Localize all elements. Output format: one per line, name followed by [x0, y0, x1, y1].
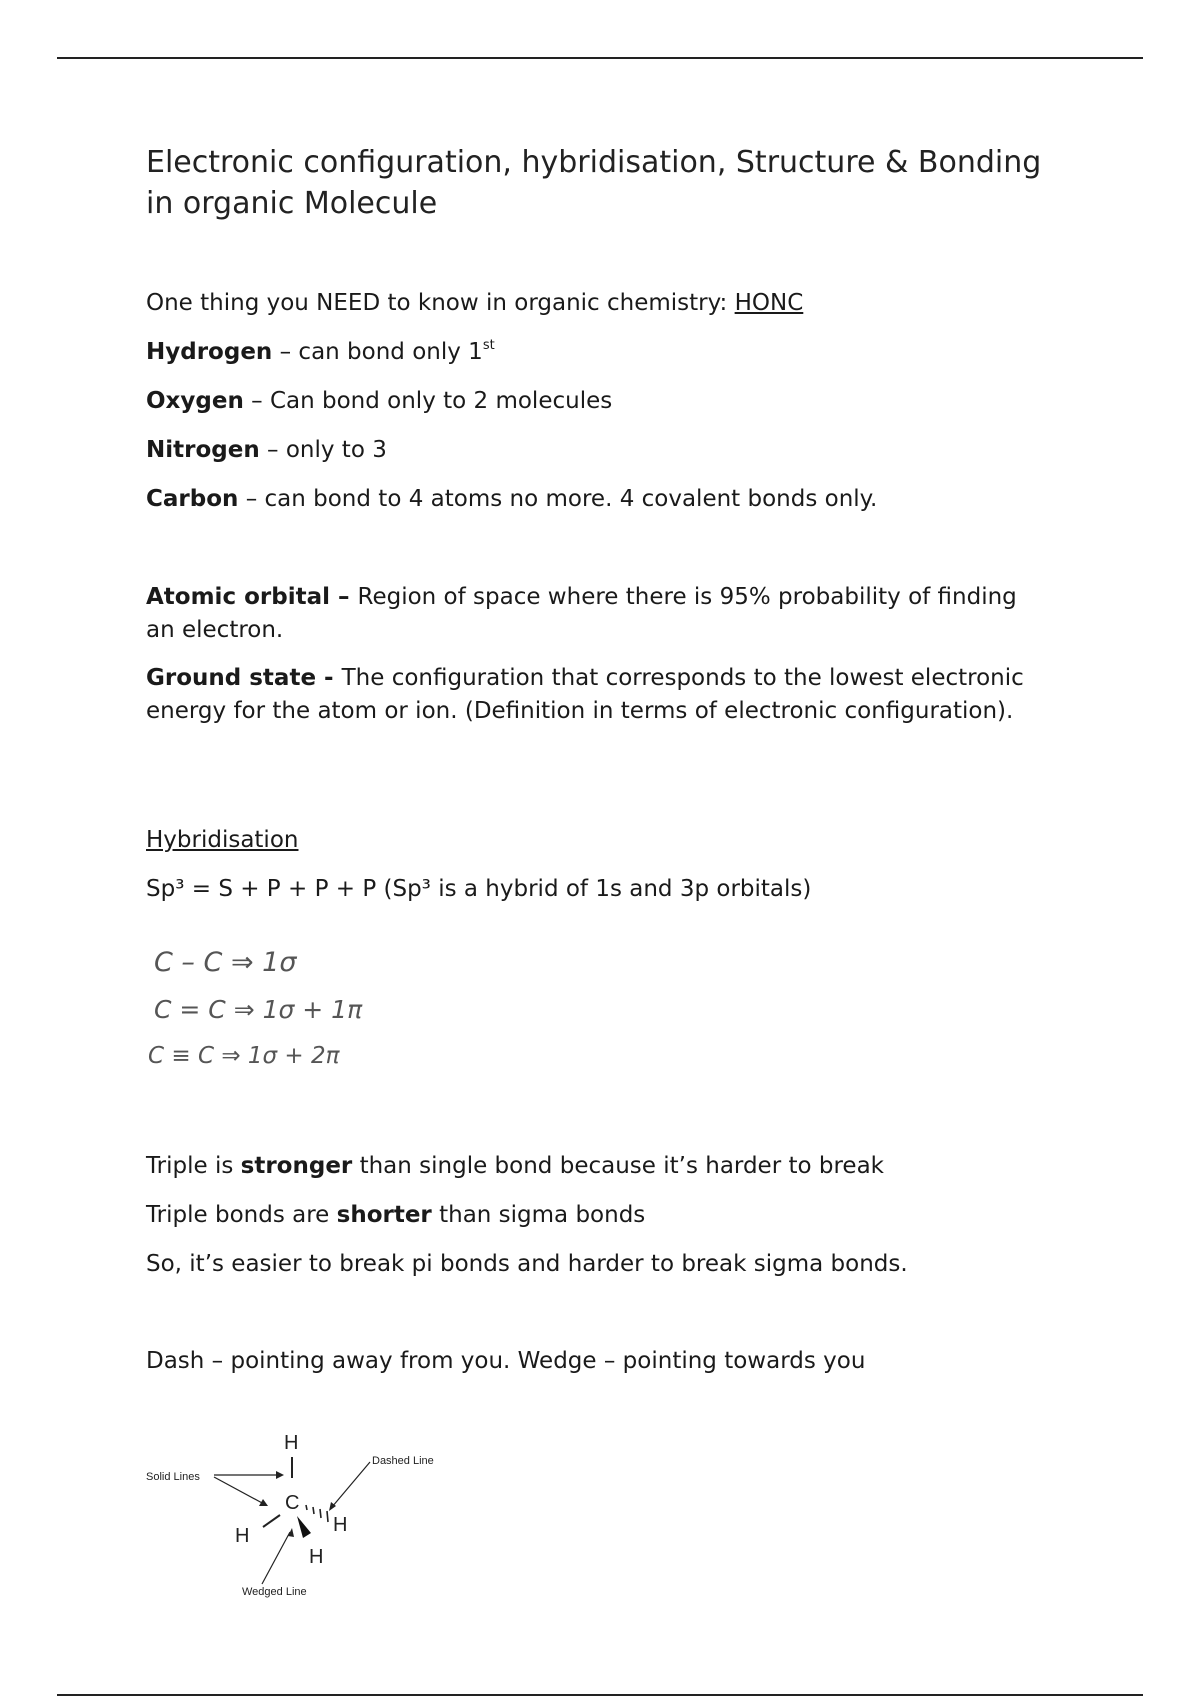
bond-strength-suffix: than single bond because it’s harder to break — [352, 1153, 884, 1179]
atom-h-right: H — [333, 1514, 348, 1536]
atom-h-left: H — [235, 1525, 250, 1547]
carbon-text: – can bond to 4 atoms no more. 4 covalent bonds only. — [238, 486, 878, 512]
solid-lines-label: Solid Lines — [146, 1471, 200, 1483]
dash-4 — [327, 1511, 328, 1522]
nitrogen-text: – only to 3 — [259, 437, 387, 463]
hydrogen-superscript: st — [482, 338, 495, 353]
ground-state-text: The configuration that corresponds to the lowest electronic energy for the atom or ion. (Definition in terms of electronic configuration). — [146, 665, 1024, 724]
atom-h-bottom: H — [309, 1546, 324, 1568]
handwritten-single-bond: C – C ⇒ 1σ — [154, 947, 297, 978]
hydrogen-text: – can bond only 1 — [272, 339, 483, 365]
arrowhead-wedged — [288, 1528, 294, 1537]
atom-h-top: H — [284, 1432, 299, 1454]
sp3-formula: Sp³ = S + P + P + P (Sp³ is a hybrid of 1s and 3p orbitals) — [146, 876, 812, 902]
honc-carbon — [146, 483, 877, 516]
bond-length-line — [146, 1199, 645, 1232]
carbon-term: Carbon — [146, 486, 239, 512]
bond-strength-prefix: Triple is — [146, 1153, 241, 1179]
dash-2 — [313, 1507, 314, 1514]
bottom-rule — [57, 1694, 1143, 1696]
handwritten-bond-notes — [146, 938, 366, 1078]
honc-intro-text: One thing you NEED to know in organic chemistry: — [146, 290, 735, 316]
bond-strength-line — [146, 1150, 884, 1183]
wedge-bond — [297, 1516, 311, 1538]
dashed-line-arrow — [332, 1462, 370, 1507]
dashed-bond — [306, 1505, 328, 1522]
wedged-line-arrow — [262, 1532, 290, 1584]
handwritten-triple-bond: C ≡ C ⇒ 1σ + 2π — [148, 1043, 340, 1069]
top-rule — [57, 57, 1143, 59]
methane-stereo-diagram — [146, 1420, 466, 1610]
ground-state-definition — [146, 662, 1026, 728]
solid-lines-arrow-left — [214, 1477, 264, 1504]
pi-sigma-line: So, it’s easier to break pi bonds and harder to break sigma bonds. — [146, 1251, 908, 1277]
honc-hydrogen — [146, 336, 495, 369]
honc-intro — [146, 287, 803, 320]
page-title: Electronic configuration, hybridisation, Structure & Bonding in organic Molecule — [146, 145, 1042, 221]
bond-strength-bold: stronger — [240, 1153, 353, 1179]
atomic-orbital-term: Atomic orbital – — [146, 584, 358, 610]
arrowhead-vertical — [276, 1471, 284, 1479]
atomic-orbital-definition — [146, 581, 1026, 647]
honc-nitrogen — [146, 434, 387, 467]
atomic-orbital-text: Region of space where there is 95% probability of finding an electron. — [146, 584, 1017, 643]
ground-state-term: Ground state - — [146, 665, 342, 691]
hybridisation-heading: Hybridisation — [146, 827, 299, 853]
bond-length-bold: shorter — [336, 1202, 432, 1228]
bond-length-suffix: than sigma bonds — [431, 1202, 646, 1228]
honc-underlined: HONC — [734, 290, 804, 316]
atom-c: C — [285, 1492, 300, 1514]
dash-wedge-line: Dash – pointing away from you. Wedge – pointing towards you — [146, 1348, 866, 1374]
dash-3 — [320, 1509, 321, 1518]
handwritten-double-bond: C = C ⇒ 1σ + 1π — [154, 995, 363, 1024]
nitrogen-term: Nitrogen — [146, 437, 260, 463]
solid-bond-left — [263, 1515, 280, 1527]
honc-oxygen — [146, 385, 612, 418]
dashed-line-label: Dashed Line — [372, 1455, 434, 1467]
wedged-line-label: Wedged Line — [242, 1586, 307, 1598]
oxygen-text: – Can bond only to 2 molecules — [243, 388, 613, 414]
dash-1 — [306, 1505, 307, 1510]
hydrogen-term: Hydrogen — [146, 339, 273, 365]
oxygen-term: Oxygen — [146, 388, 244, 414]
bond-length-prefix: Triple bonds are — [146, 1202, 337, 1228]
